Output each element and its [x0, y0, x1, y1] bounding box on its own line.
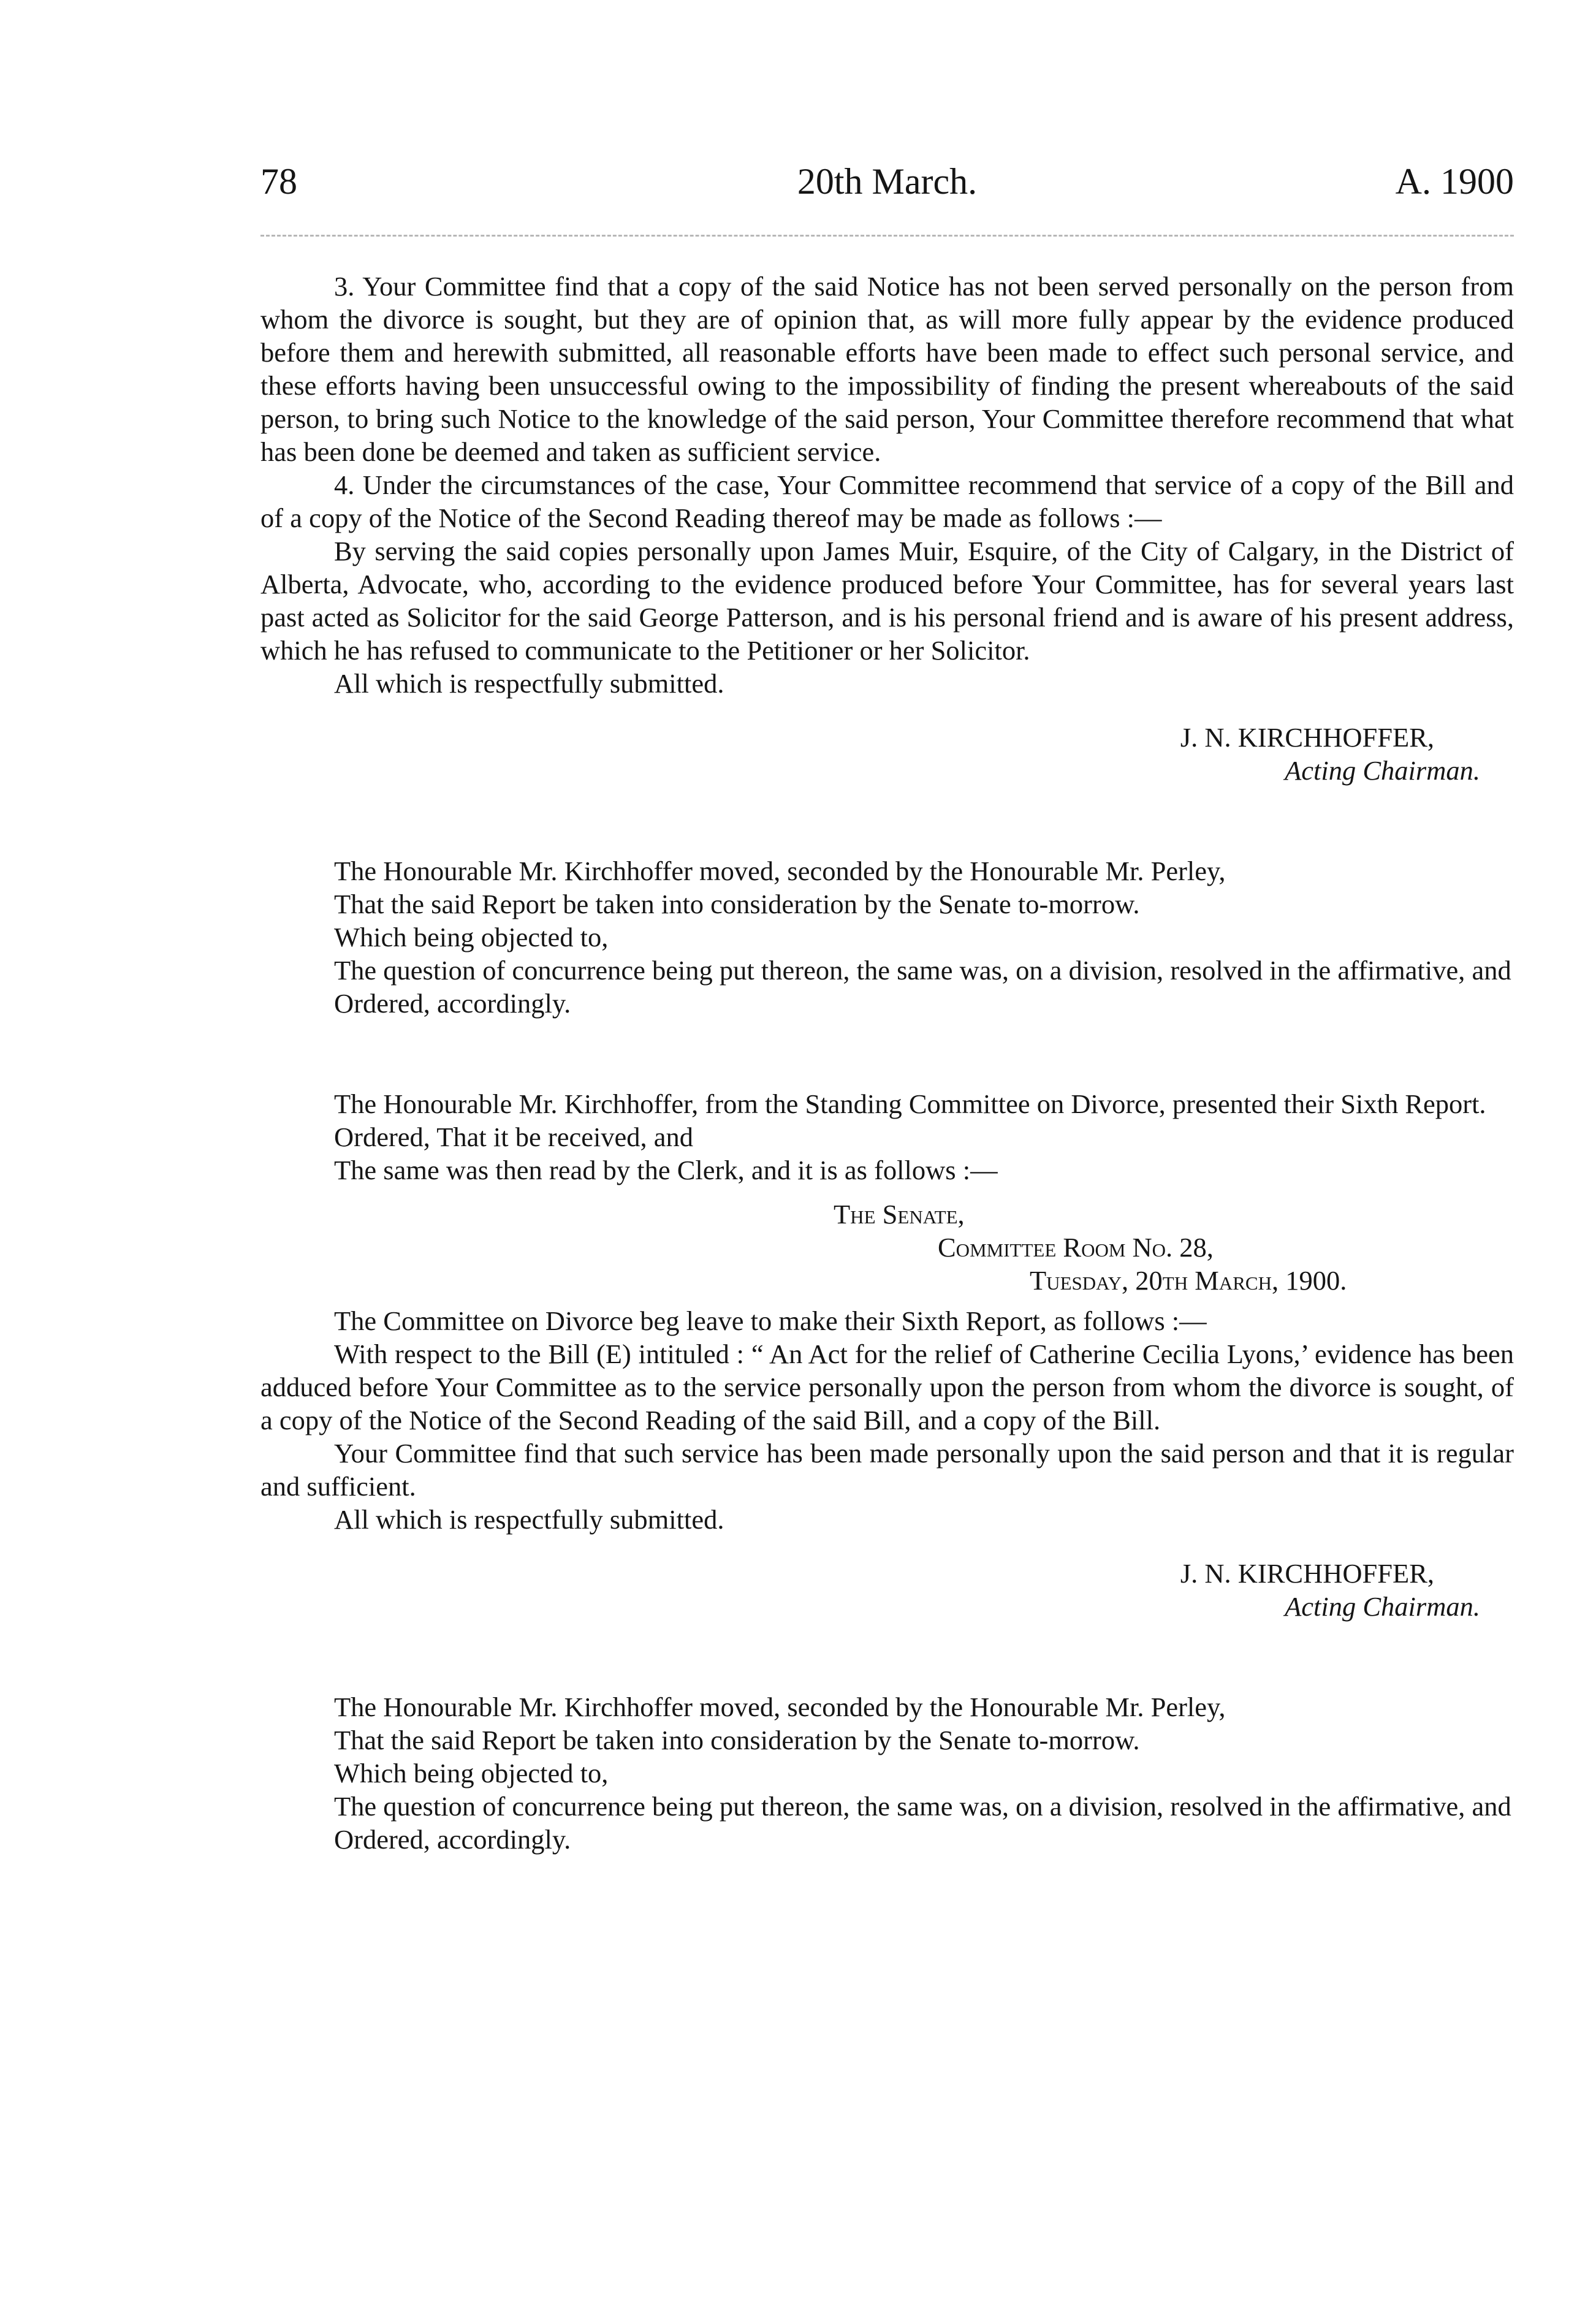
submitted-line: All which is respectfully submitted.	[334, 668, 724, 699]
signature-title: Acting Chairman.	[1285, 755, 1480, 786]
page-number: 78	[260, 161, 297, 202]
senate-heading-line-1: The Senate,	[834, 1199, 965, 1230]
service-paragraph: By serving the said copies personally upon James Muir, Esquire, of the City of Calgary, in the District of Alberta, Advocate, who, according to the evidence produced before Your Committee, has for several years last past acted as Solicitor for the said George Patterson, and is his personal friend and is aware of his present address, which he has refused to communicate to the Petitioner or her Solicitor.	[260, 536, 1514, 666]
motion2-line-4: The question of concurrence being put thereon, the same was, on a division, resolved in the affirmative, and	[334, 1791, 1511, 1822]
page-body	[260, 270, 1514, 1856]
motion-line-4: The question of concurrence being put thereon, the same was, on a division, resolved in the affirmative, and	[334, 955, 1511, 986]
senate-heading-line-2: Committee Room No. 28,	[938, 1232, 1214, 1263]
motion-line-2: That the said Report be taken into consideration by the Senate to-morrow.	[334, 889, 1140, 919]
motion-line-5: Ordered, accordingly.	[334, 988, 571, 1019]
signature-block-1	[260, 721, 1514, 787]
report-line-2: Ordered, That it be received, and	[334, 1122, 694, 1152]
motion2-line-1: The Honourable Mr. Kirchhoffer moved, seconded by the Honourable Mr. Perley,	[334, 1692, 1226, 1722]
senate-heading-line-3: Tuesday, 20th March, 1900.	[1030, 1265, 1347, 1296]
motion-line-3: Which being objected to,	[334, 922, 609, 952]
page-header	[260, 157, 1514, 206]
motion-line-1: The Honourable Mr. Kirchhoffer moved, seconded by the Honourable Mr. Perley,	[334, 856, 1226, 886]
paragraph-4: 4. Under the circumstances of the case, Your Committee recommend that service of a copy of the Bill and of a copy of the Notice of the Second Reading thereof may be made as follows :—	[260, 469, 1514, 533]
sixth-report-intro: The Committee on Divorce beg leave to make their Sixth Report, as follows :—	[334, 1306, 1207, 1336]
header-date: 20th March.	[797, 161, 978, 202]
signature-name-2: J. N. KIRCHHOFFER,	[1180, 1558, 1434, 1589]
signature-title-2: Acting Chairman.	[1285, 1591, 1480, 1622]
report-line-3: The same was then read by the Clerk, and it is as follows :—	[334, 1155, 998, 1185]
motion2-line-5: Ordered, accordingly.	[334, 1824, 571, 1855]
signature-name: J. N. KIRCHHOFFER,	[1180, 722, 1434, 753]
sixth-report-finding: Your Committee find that such service has been made personally upon the said person and that it is regular and sufficient.	[260, 1438, 1514, 1502]
senate-heading	[260, 1198, 1514, 1297]
signature-block-2	[260, 1557, 1514, 1623]
header-year: A. 1900	[1395, 161, 1514, 202]
header-rule	[260, 235, 1514, 237]
submitted-line-2: All which is respectfully submitted.	[334, 1504, 724, 1535]
motion2-line-3: Which being objected to,	[334, 1758, 609, 1788]
paragraph-3: 3. Your Committee find that a copy of the said Notice has not been served personally on the person from whom the divorce is sought, but they are of opinion that, as will more fully appear by the evidence produced before them and herewith submitted, all reasonable efforts have been made to effect such personal service, and these efforts having been unsuccessful owing to the impossibility of finding the present whereabouts of the said person, to bring such Notice to the knowledge of the said person, Your Committee therefore recommend that what has been done be deemed and taken as sufficient service.	[260, 271, 1514, 467]
motion2-line-2: That the said Report be taken into consideration by the Senate to-morrow.	[334, 1725, 1140, 1755]
sixth-report-bill: With respect to the Bill (E) intituled : “ An Act for the relief of Catherine Cecilia Lyons,’ evidence has been adduced before Your Committee as to the service personally upon the person from whom the divorce is sought, of a copy of the Notice of the Second Reading of the said Bill, and a copy of the Bill.	[260, 1339, 1514, 1435]
report-line-1: The Honourable Mr. Kirchhoffer, from the Standing Committee on Divorce, presented their Sixth Report.	[334, 1089, 1486, 1119]
